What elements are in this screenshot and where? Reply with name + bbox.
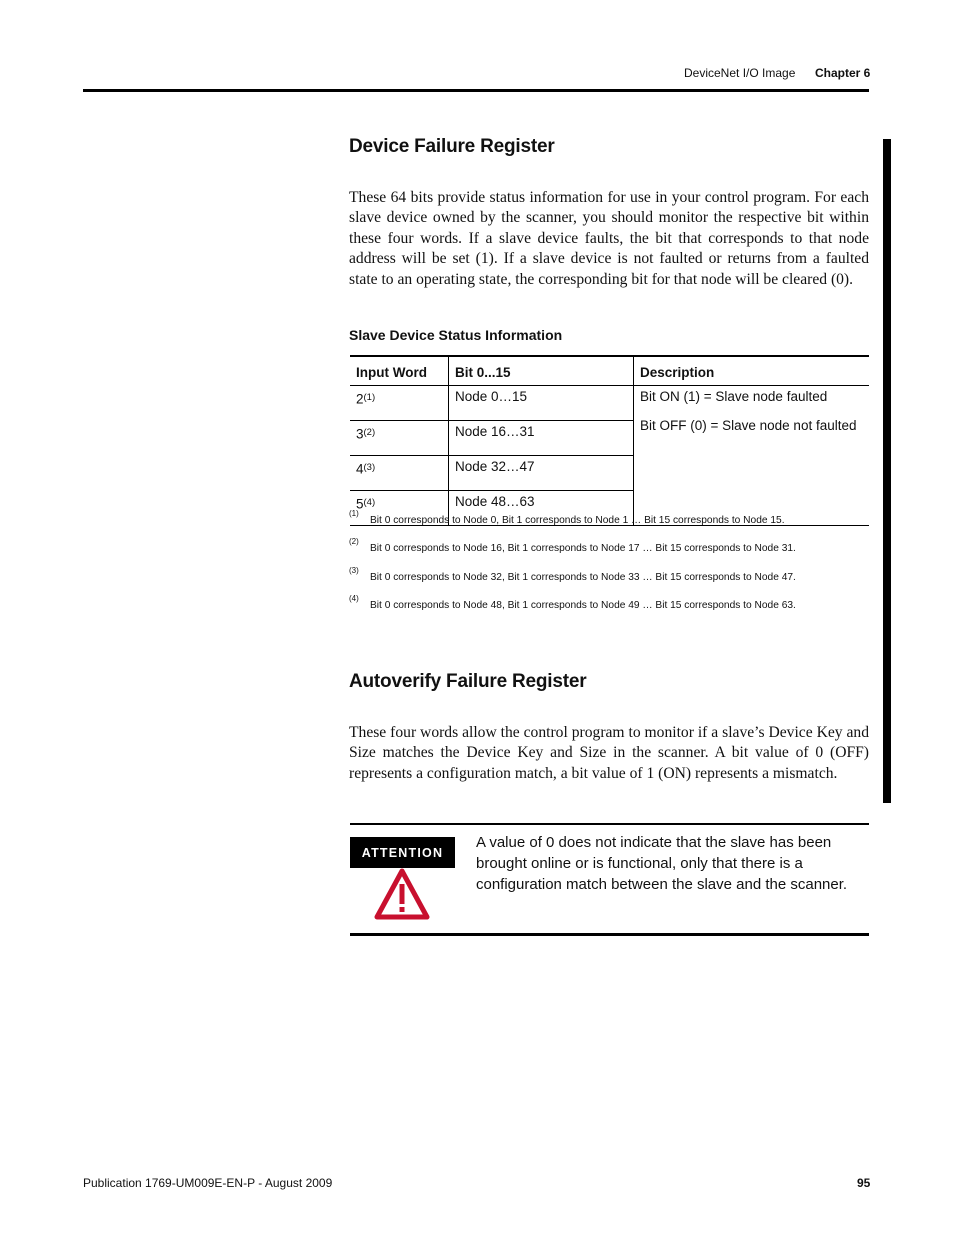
- description-cell: [634, 386, 870, 526]
- table-row: [350, 386, 869, 421]
- footnote: [349, 565, 869, 597]
- column-header-description: Description: [634, 356, 870, 386]
- autoverify-failure-register-heading: Autoverify Failure Register: [349, 671, 587, 692]
- bit-range-cell: Node 16…31: [449, 421, 634, 456]
- table-footnotes: [349, 509, 869, 625]
- chapter-side-bar: [883, 139, 891, 803]
- header-section-title: DeviceNet I/O Image: [684, 66, 796, 80]
- table-header-row: [350, 356, 869, 386]
- attention-bottom-rule: [350, 933, 869, 936]
- table-caption: Slave Device Status Information: [349, 327, 563, 343]
- footnote-ref[interactable]: (2): [363, 427, 376, 438]
- attention-message: A value of 0 does not indicate that the slave has been brought online or is functional, only that there is a configuration match between the slave and the scanner.: [476, 834, 848, 893]
- description-off: Bit OFF (0) = Slave node not faulted: [640, 418, 857, 433]
- footnote-mark: (2): [349, 537, 359, 547]
- footnote: [349, 509, 869, 540]
- footnote-mark: (4): [349, 593, 359, 603]
- footnote: [349, 593, 869, 625]
- column-header-input-word: Input Word: [350, 356, 449, 386]
- footer-publication: Publication 1769-UM009E-EN-P - August 2009: [83, 1176, 333, 1190]
- footnote-mark: (3): [349, 565, 359, 575]
- input-word-cell: 3$^{(2)}$: [350, 421, 449, 456]
- slave-device-status-table: [350, 355, 869, 526]
- footnote-ref[interactable]: (4): [363, 497, 376, 508]
- bit-range-cell: Node 32…47: [449, 456, 634, 491]
- input-word-cell: 4$^{(3)}$: [350, 456, 449, 491]
- footnote-ref[interactable]: (1): [363, 392, 376, 403]
- device-failure-register-heading: Device Failure Register: [349, 136, 555, 157]
- footnote-ref[interactable]: (3): [363, 462, 376, 473]
- warning-triangle-icon: [374, 868, 430, 920]
- footnote-mark: (1): [349, 509, 359, 518]
- input-word-cell: 5$^{(4)}$: [350, 491, 449, 526]
- device-failure-register-paragraph: These 64 bits provide status information for use in your control program. For each slave device owned by the scanner, you should monitor the respective bit within these four words. If a slave device faults, the bit that corresponds to that node address will be set (1). If a slave device is not faulted or returns from a faulted state to an operating state, the corresponding bit for that node will be cleared (0).: [349, 189, 869, 288]
- page-number: 95: [857, 1176, 871, 1190]
- footnote-text: Bit 0 corresponds to Node 16, Bit 1 corresponds to Node 17 … Bit 15 corresponds to Node 31.: [370, 543, 796, 555]
- attention-badge: ATTENTION: [350, 837, 455, 868]
- description-on: Bit ON (1) = Slave node faulted: [640, 389, 828, 404]
- bit-range-cell: Node 48…63: [449, 491, 634, 526]
- footnote: [349, 537, 869, 568]
- input-word-cell: 2$^{(1)}$: [350, 386, 449, 421]
- footnote-text: Bit 0 corresponds to Node 48, Bit 1 corresponds to Node 49 … Bit 15 corresponds to Node 63.: [370, 599, 796, 611]
- header-chapter-label: Chapter 6: [815, 66, 871, 80]
- footnote-text: Bit 0 corresponds to Node 0, Bit 1 corresponds to Node 1 … Bit 15 corresponds to Node 15.: [370, 515, 785, 526]
- attention-top-rule: [350, 823, 869, 825]
- header-rule: [83, 89, 869, 92]
- footnote-text: Bit 0 corresponds to Node 32, Bit 1 corresponds to Node 33 … Bit 15 corresponds to Node 47.: [370, 571, 796, 583]
- column-header-bit: Bit 0...15: [449, 356, 634, 386]
- autoverify-failure-register-paragraph: These four words allow the control program to monitor if a slave’s Device Key and Size matches the Device Key and Size in the scanner. A bit value of 0 (OFF) represents a configuration match, a bit value of 1 (ON) represents a mismatch.: [349, 724, 869, 782]
- bit-range-cell: Node 0…15: [449, 386, 634, 421]
